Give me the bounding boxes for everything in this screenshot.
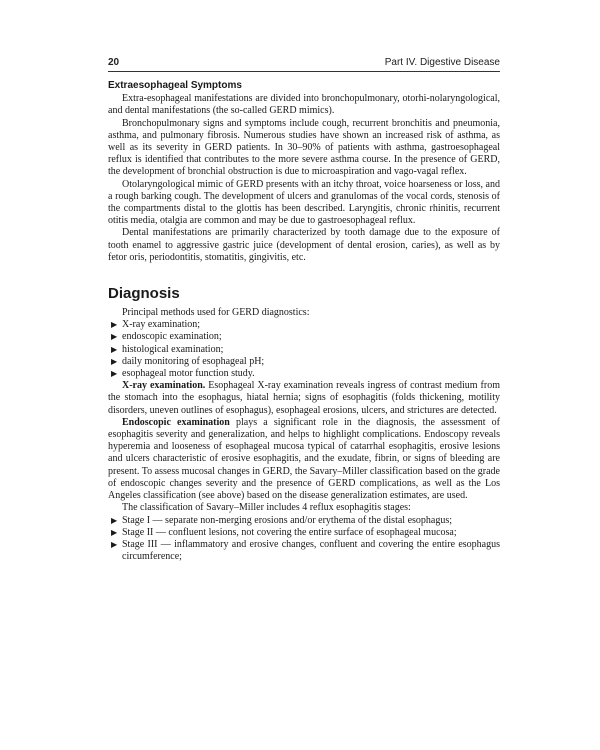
endoscopy-paragraph: Endoscopic examination plays a significant role in the diagnosis, the assessment of esophagitis severity and generalization, and helps to highlight complications. Endoscopy reveals hyperemia and looseness of esophageal mucosa typical of catarrhal esophagitis, erosive lesions and ulcers characteristic of erosive esophagitis, and the exudate, fibrin, or signs of bleeding are present. To assess mucosal changes in GERD, the Savary–Miller classification based on the grade of endoscopic changes severity and the presence of GERD complications, as well as the Los Angeles classification (see above) based on the disease generalization estimates, are used. (108, 416, 500, 502)
methods-list (108, 319, 500, 380)
xray-paragraph: X-ray examination. Esophageal X-ray examination reveals ingress of contrast medium from the stomach into the esophagus, hiatal hernia; signs of esophagitis (folds thickening, motility disorders, uneven outlines of esophagus), esophageal erosions, ulcers, and strictures are detected. (108, 380, 500, 416)
list-item: ▶ Stage I — separate non-merging erosions and/or erythema of the distal esophagus; (111, 514, 453, 526)
paragraph: Otolaryngological mimic of GERD presents with an itchy throat, voice hoarseness or loss, and a rough barking cough. The development of ulcers and granulomas of the vocal cords, stenosis of the compartments distal to the glottis has been described. Laryngitis, chronic rhinitis, recurrent otitis media, otalgia are common and may be due to gastroesophageal reflux. (108, 178, 500, 227)
paragraph: Principal methods used for GERD diagnostics: (122, 307, 310, 319)
paragraph: The classification of Savary–Miller includes 4 reflux esophagitis stages: (122, 502, 411, 514)
list-item: ▶ Stage III — inflammatory and erosive changes, confluent and covering the entire esophagus circumference; (111, 538, 500, 563)
stages-list (108, 515, 500, 564)
triangle-right-icon: ▶ (111, 369, 118, 379)
list-item: ▶ histological examination; (111, 343, 224, 355)
triangle-right-icon: ▶ (111, 515, 118, 525)
diagnosis-heading: Diagnosis (108, 285, 180, 303)
triangle-right-icon: ▶ (111, 356, 118, 366)
triangle-right-icon: ▶ (111, 332, 118, 342)
paragraph: Dental manifestations are primarily characterized by tooth damage due to the exposure of tooth enamel to aggressive gastric juice (development of dental erosion, caries), as well as by fetor oris, periodontitis, stomatitis, gingivitis, etc. (108, 227, 500, 263)
running-header (108, 57, 500, 71)
triangle-right-icon: ▶ (111, 320, 118, 330)
extraesophageal-heading: Extraesophageal Symptoms (108, 80, 242, 91)
list-item: ▶ daily monitoring of esophageal pH; (111, 355, 265, 367)
list-item: ▶ esophageal motor function study. (111, 368, 255, 380)
paragraph: Extra-esophageal manifestations are divided into bronchopulmonary, otorhi-nolaryngological, and dental manifestations (the so-called GERD mimics). (108, 93, 500, 117)
endoscopy-lead: Endoscopic examination (122, 416, 230, 428)
list-item: ▶ Stage II — confluent lesions, not covering the entire surface of esophageal mucosa; (111, 526, 457, 538)
triangle-right-icon: ▶ (111, 344, 118, 354)
part-title: Part IV. Digestive Disease (384, 57, 500, 68)
page-number: 20 (108, 57, 120, 68)
triangle-right-icon: ▶ (111, 527, 118, 537)
paragraph: Bronchopulmonary signs and symptoms include cough, recurrent bronchitis and pneumonia, asthma, and pulmonary fibrosis. Numerous studies have shown an increased risk of asthma, as well as its severity in GERD patients. In 30–90% of patients with asthma, gastroesophageal reflux is identified that contributes to the more severe asthma course. In the presence of GERD, the development of bronchial obstruction is due to microaspiration and vago-vagal reflex. (108, 117, 500, 178)
xray-lead: X-ray examination. (122, 380, 206, 392)
header-rule (108, 71, 500, 72)
page-body (108, 80, 500, 563)
list-item: ▶ endoscopic examination; (111, 331, 222, 343)
list-item: ▶ X-ray examination; (111, 319, 201, 331)
triangle-right-icon: ▶ (111, 539, 118, 549)
